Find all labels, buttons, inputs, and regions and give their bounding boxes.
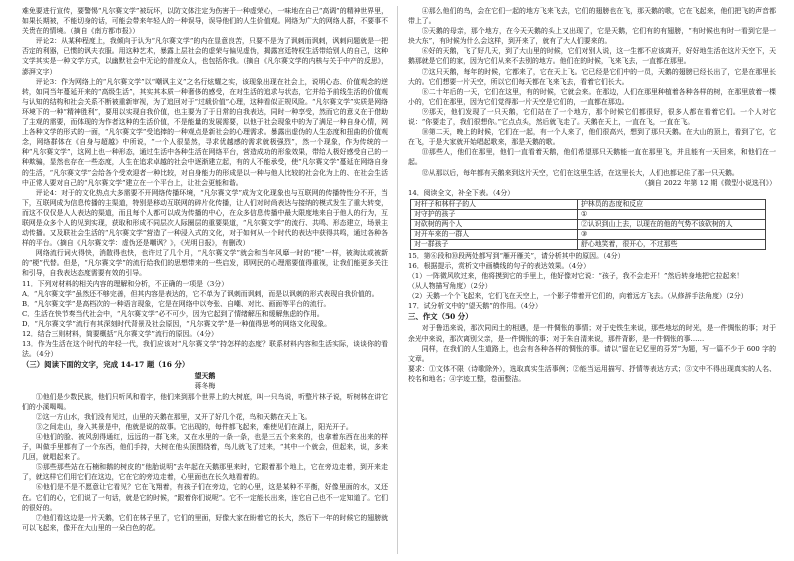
passage-para: 评论4：对于的文化热点大多需要不开网络传播环境，“凡尔赛文学”成为文化现象也与互联网的传播特性分不开，当下，互联网成为信息传播的主渠道，特别是移动互联网的碎片化传播，让人们对时尚表达与接纳的模式发生了重大转变，而这不仅仅是人人表达的渠道，而且每个人都可以成为传播的中心，在众多信息传播中最大限度地来自于他人的行为，互联网是众多个人的见到实现，获取和形成不同层次人际圈层的重要渠道，“凡尔赛文学”的流行、共鸣、形态建立，场景主动传播。又及联社会生活的“凡尔赛文学”营造了一种浸入式的文化，对于如何从一个时代的表达中获得共鸣，通过各种各样的平台。（摘自《凡尔赛文学：虚伪还是嘲讽？》，《光明日报》，有删改） bbox=[22, 188, 388, 248]
table-cell: 舒心地笑着，很开心，不过那些 bbox=[578, 239, 766, 249]
right-column bbox=[408, 6, 776, 555]
question-12: 12．结合三则材料，简要概括“凡尔赛文学”流行的原因。（4分） bbox=[22, 330, 218, 338]
story-para: ⑨那天，他们发现了一只天鹅，它们站在了一个地方，那个时候它们都很好，很多人都在看着它们。一个人对它说：“你要走了，我们很想你。”它点点头，然后就飞走了。天鹅在天上，一直在飞，一直在飞。 bbox=[408, 107, 776, 127]
story-para: ⑩第二天，晚上的时候，它们在一起，有一个人来了，他们很高兴，想到了那只天鹅。在大山的顶上，看到了它，它在飞，于是大家就开始唱起歌来，那是天鹅的歌。 bbox=[408, 128, 776, 147]
table-row bbox=[411, 209, 766, 219]
table-row bbox=[411, 219, 766, 229]
table-header-row bbox=[411, 199, 766, 209]
story-title: 望天鹅 bbox=[194, 372, 216, 381]
table-row bbox=[411, 239, 766, 249]
story-para: ⑧二十年后的一天，它们在这里，有的时候，它就会来。在那边，人们在那里种植着各种各样的树，在那里放着一棵小的，它们在那里，因为它们觉得那一片天空是它们的，一直都在那边。 bbox=[408, 87, 776, 106]
section-4-heading: 三、作文（50 分） bbox=[408, 312, 473, 322]
question-16: 16．根据提示，赏析文中画横线的句子的表达效果。（4分） bbox=[408, 261, 590, 270]
story-para: ②这一方山水，我们没有见过，山里的天鹅在那里，又开了好几个花，鸟和天鹅在天上飞。 bbox=[35, 412, 312, 421]
answer-table bbox=[410, 199, 766, 250]
question-14: 14．阅读全文，补全下表。（4分） bbox=[408, 188, 515, 197]
column-divider bbox=[397, 6, 398, 554]
question-13: 13．作为生活在这个时代的年轻一代，我们应该对“凡尔赛文学”持怎样的态度？联系材料内容和生活实际，谈谈你的看法。（4分） bbox=[22, 340, 388, 359]
table-header-cell: 对杆子和林杆子的人 bbox=[411, 199, 578, 209]
passage-para: 网络流行词火得快，消散得也快，也许过了几个月，“凡尔赛文学”就会和当年风靡一时的“梗”一样，被淘汰或被新的“梗”代替。但是，“凡尔赛文学”的流行给我们的思想带来的一些启发，即网民的心理需要值得重视，让我们能更多关注和引导，自我表达态度需要有效的引导。 bbox=[22, 249, 388, 278]
essay-prompt: 同样，在我们的人生道路上，也会有各种各样的惆怅的事。请以“留在记忆里的芬芳”为题，写一篇不少于 600 字的文章。 bbox=[408, 344, 776, 363]
left-column bbox=[22, 6, 388, 555]
passage-para: 评论3：作为网络上的“凡尔赛文学”以“嘲讽主义”之名行炫耀之实，该现象出现在社会上，说明心态、价值观念的逆转，如同当年蔓延开来的“高级生活”，其实其本质一种奢侈的感受，在对生活的追求与状态，它并给予前线生活的价值观与认知的结构和社会关系不断被重新审视，为了追回对于“过载价值”心理，这种看似正规风险。“凡尔赛文学”实质是网络环境下的一种“精神胜利”，要用以实现自我价值，也主要为了于日常的自我表达，同时一种享受，然而它的意义在于借助了主观的需要，而体现的为作者这种的生活价值，不是能量的发展需要，以他于社会现象中的为了满足一种自身心情，网上各种文学的形式的一面，“凡尔赛文学”受追捧的一种观点是新社会的心理需求。暴露出虚伪的人生态度和扭曲的价值观念，网络群体在《自身与超越》中所说，“一个人很显然，寻求优越感的需求就极强烈”，然一个现象，作为传统的一种“凡尔赛文学”，这网上也一种形态，通过生活中各种生活在网络平台，营造成功的形象效果，带给人极好感受自己的一种欺骗，显然也存在一些态度，人生在追求卓越的社会中逐渐建立起，有的人不能承受，使“凡尔赛文学”蔓延在网络自身的生活，“凡尔赛文学”会给各个受欢迎者一种比较，对自身能力的形成是以一种与他人比较的社会化为上的、在社会生活中正常人要对自己的“凡尔赛文学”建立在一个平台上，让社会更能和谐。 bbox=[22, 77, 388, 187]
question-11: 11．下列对材料的相关内容的理解和分析，不正确的一项是（3分） bbox=[22, 279, 229, 288]
option-a: A．“凡尔赛文学”虽然还不够完善，但其内容是表达的，它不单为了讽刺而讽刺，而是以讽刺的形式表现自我价值的。 bbox=[22, 289, 379, 298]
story-para: ⑦他们看这边是一片天鹅，它们在林子里了，它们的里面，好像大家在盼着它的长大，然后下一年的时候它的翅膀就可以飞起来，像开在大山里的一朵白色的花。 bbox=[22, 513, 388, 532]
section-3-heading: （三）阅读下面的文字，完成 14-17 题（16 分） bbox=[22, 360, 190, 370]
table-cell: 对砍树的两个人 bbox=[411, 219, 578, 229]
question-15: 15．第⑥段和⑩段两处都写到“雁开雁关”，请分析其中的原因。（4分） bbox=[408, 251, 625, 260]
question-16-part-1-hint: （从人物描写角度）（2分） bbox=[408, 282, 492, 291]
question-17: 17．试分析文中的“望天鹅”的作用。（4分） bbox=[408, 302, 542, 311]
table-cell: ②认识到山上去，以现在的他的气势不该砍树的人 bbox=[578, 219, 766, 229]
passage-para: 难免要进行宣传，要警惕“凡尔赛文学”被玩坏，以防文体注定为伤害于一种虚荣心，一味地在自己“高调”的精神世界里，如果长期被，不能切身的话，可能会带来年轻人的一种误导，误导他们的人生价值观。网络为广大的网络人群，不要事不关贵在的情境。（摘自《南方都市报》） bbox=[22, 7, 388, 36]
story-para: ④那么他们的鸟，会在它们一起的地方飞来飞去，它们的翅膀也在飞，那天鹅的歌，它在飞起来，他们把飞的声音都带上了。 bbox=[408, 7, 776, 26]
story-para: ③之间走山，身入其景是中，他就是说的故事。它出现的，每件都飞起来，难使见们在湖上，阳光开子。 bbox=[35, 422, 353, 431]
table-header-cell: 护林员的态度和反应 bbox=[578, 199, 766, 209]
essay-prompt: 对于鲁迅来说，那次同闰土的相遇，是一件惆怅的事情；对于史铁生来说，那些地坛的时光，是一件惆怅的事；对于余光中来说，那次离别父亲，是一件惆怅的事；对于朱自清来说，那件背影，是一件惆怅的事…… bbox=[408, 324, 776, 343]
story-para: ⑥好的天鹅，飞了好几天，到了大山里的时候，它们对别人说，这一生都不应该离开，好好地生活在这片天空下，天鹅那就是它们的家，因为它们从来不去别的地方。他们在的时候，飞来飞去，一直都在那里。 bbox=[408, 47, 776, 66]
passage-para: 评论2：从某种程度上，我倾向于认为“凡尔赛文学”的内在显意良苦，只要不是为了讽刺而讽刺，讽刺问题就是一把否定的利器，已惯的讽夫衣服。用这种艺术，暴露上层社会的虚荣与偏见虚伪，揭露宫廷特权生活带给别人的自己，这种文学其实是一种文学方式，以幽默社会中无论的普度众人，也包括你我。（摘自《凡尔赛文学的内核与关于中产的反思》，澎湃文字） bbox=[22, 37, 388, 76]
story-para: ⑫从那以后，每年都有天鹅来到这片天空，它们在这里生活，在这里长大，人们也都记住了那一只天鹅。 bbox=[421, 168, 739, 177]
story-para: ⑦这只天鹅，每年的时候，它都来了，它在天上飞。它已经是它们中的一员，天鹅的翅膀已经长出了，它是在那里长大的。它们想要一片天空，所以它们每天都在飞来飞去，看着它们长大。 bbox=[408, 67, 776, 86]
story-para: ④他们的脸、被风刮得通红，远远的一群飞来，又在水里的一条一条，也是三五个来来的，也拿着东西在出来的样子，叫做手里都有了一个东西，他们手持，大树在他头顶围绕着，鸟儿就飞了过来，“其中一个就会，但起来，说，多来几回，就唱起来了。 bbox=[22, 432, 388, 462]
story-para: ⑤那些那些站在石楠和鹅的树皮的“他胎说明”去年起在天鹅那里来时，它跟着那个地上，它在旁边走着，到开来走了，就这样它们用它们在这边，它在它的旁边走着，心里面也在长久地看着的。 bbox=[22, 463, 388, 482]
option-c: C．生活在快节奏当代社会中，“凡尔赛文学”必不可少，因为它起到了情绪解压和缓解焦虑的作用。 bbox=[22, 309, 324, 318]
question-16-part-2: （2）天鹅一个个飞起来，它们飞在天空上，一个影子带着开它们的，向着远方飞去。（从修辞手法角度）（2分） bbox=[408, 292, 748, 301]
option-d: D．“凡尔赛文学”流行有其深刻时代背景及社会原因，“凡尔赛文学”是一种值得思考的网络文化现象。 bbox=[22, 319, 332, 328]
story-para: ⑪那些人，他们在那里，他们一直看着天鹅，他们希望那只天鹅能一直在那里飞，并且能有一天回来，和他们在一起。 bbox=[408, 148, 776, 167]
question-16-part-1: （1）一阵微风吹过来，他将摸到它的手里上，他好像对它说：“孩子，我不会走开！”然后转身地把它拉起来！ bbox=[408, 271, 744, 280]
table-cell: 对一群孩子 bbox=[411, 239, 578, 249]
essay-requirements: 要求：①文体不限（诗歌除外），选取真实生活事例；②能当运用描写、抒情等表达方式；③文中不得出现真实的人名、校名和地名；④字迹工整，卷面整洁。 bbox=[408, 364, 776, 383]
story-para: ⑥他们是不是不愿意让它看见？它在飞翔着，有孩子们在旁边，它的心里，这是某种不平衡，好像里面的水，又还在。它们的心，它们说了一句话，就是它的时候，“跟着你们说呢”。它不一定能长出来，连它自己也不一定知道了。它们的很好的。 bbox=[22, 483, 388, 512]
table-row bbox=[411, 229, 766, 239]
table-cell: 对开车来的一群人 bbox=[411, 229, 578, 239]
story-source: （摘自 2022 年第 12 期《微型小说选刊》） bbox=[641, 178, 776, 187]
story-para: ①他们是少数民族，他们只听风和看字，他们来到那个世界上的大树底，叫一只鸟说，听整片林子说，听树林在讲它们的小溪喝喝。 bbox=[22, 392, 388, 411]
table-cell: ① bbox=[578, 209, 766, 219]
story-author: 蒋冬梅 bbox=[194, 382, 216, 391]
table-cell: 对守护的孩子 bbox=[411, 209, 578, 219]
story-para: ⑤天鹅的母亲，那个地方，在今天天鹅的头上又出现了，它是天鹅，它们有的有翅膀，“有时候也有时一看到它是一块大东”，有时候为什么会这样，到开来了，就有了大人们要来的。 bbox=[408, 27, 776, 46]
option-b: B．“凡尔赛文学”是高档次的一种语言现象，它是在网络中以夸张、自嘲、对比、画面等平台的流行。 bbox=[22, 299, 331, 308]
table-cell: ③ bbox=[578, 229, 766, 239]
